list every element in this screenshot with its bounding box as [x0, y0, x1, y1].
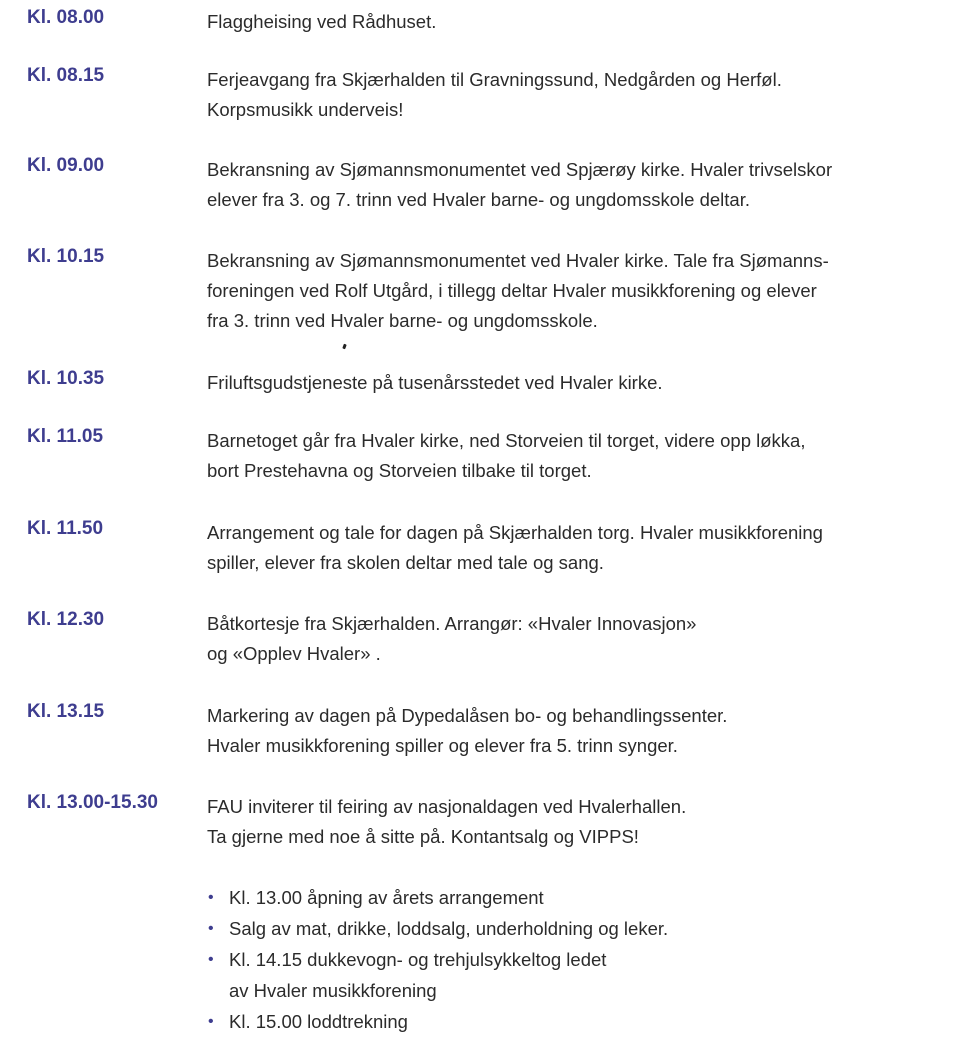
- description-line: fra 3. trinn ved Hvaler barne- og ungdomsskole.: [207, 310, 598, 331]
- bullet-item: [207, 1006, 668, 1037]
- bullet-item: [207, 913, 668, 944]
- schedule-time: Kl. 10.15: [27, 246, 105, 267]
- schedule-description: [207, 426, 932, 486]
- description-line: Friluftsgudstjeneste på tusenårsstedet ved Hvaler kirke.: [207, 372, 663, 393]
- description-line: Markering av dagen på Dypedalåsen bo- og behandlingssenter.: [207, 705, 728, 726]
- schedule-time: Kl. 12.30: [27, 609, 105, 630]
- description-line: Bekransning av Sjømannsmonumentet ved Spjærøy kirke. Hvaler trivselskor: [207, 159, 833, 180]
- schedule-description: [207, 246, 932, 336]
- description-line: spiller, elever fra skolen deltar med tale og sang.: [207, 552, 604, 573]
- bullet-line: av Hvaler musikkforening: [229, 980, 437, 1001]
- schedule-description: [207, 518, 932, 578]
- description-line: Korpsmusikk underveis!: [207, 99, 404, 120]
- schedule-time: Kl. 08.00: [27, 7, 105, 28]
- schedule-time: Kl. 13.00-15.30: [27, 792, 158, 813]
- schedule-description: [207, 609, 932, 669]
- description-line: elever fra 3. og 7. trinn ved Hvaler barne- og ungdomsskole deltar.: [207, 189, 750, 210]
- bullet-item: [207, 882, 668, 913]
- description-line: Hvaler musikkforening spiller og elever fra 5. trinn synger.: [207, 735, 678, 756]
- description-line: og «Opplev Hvaler» .: [207, 643, 381, 664]
- bullet-dot-icon: •: [208, 920, 214, 937]
- bullet-line: Kl. 14.15 dukkevogn- og trehjulsykkeltog ledet: [229, 949, 607, 970]
- print-speck: [342, 344, 347, 350]
- description-line: FAU inviterer til feiring av nasjonaldagen ved Hvalerhallen.: [207, 796, 687, 817]
- bullet-line: Kl. 13.00 åpning av årets arrangement: [229, 887, 544, 908]
- schedule-description: [207, 155, 932, 215]
- description-line: Båtkortesje fra Skjærhalden. Arrangør: «Hvaler Innovasjon»: [207, 613, 697, 634]
- schedule-description: [207, 792, 932, 852]
- description-line: Bekransning av Sjømannsmonumentet ved Hvaler kirke. Tale fra Sjømanns-: [207, 250, 829, 271]
- bullet-line: Kl. 15.00 loddtrekning: [229, 1011, 408, 1032]
- activity-bullet-list: [207, 882, 668, 1037]
- schedule-time: Kl. 11.50: [27, 518, 104, 539]
- bullet-item: [207, 944, 668, 1006]
- description-line: Ta gjerne med noe å sitte på. Kontantsalg og VIPPS!: [207, 826, 639, 847]
- bullet-dot-icon: •: [208, 889, 214, 906]
- bullet-line: Salg av mat, drikke, loddsalg, underholdning og leker.: [229, 918, 669, 939]
- schedule-description: [207, 7, 932, 37]
- schedule-time: Kl. 08.15: [27, 65, 105, 86]
- bullet-dot-icon: •: [208, 1013, 214, 1030]
- schedule-description: [207, 65, 932, 125]
- description-line: Arrangement og tale for dagen på Skjærhalden torg. Hvaler musikkforening: [207, 522, 823, 543]
- bullet-dot-icon: •: [208, 951, 214, 968]
- description-line: bort Prestehavna og Storveien tilbake til torget.: [207, 460, 592, 481]
- schedule-description: [207, 701, 932, 761]
- description-line: Barnetoget går fra Hvaler kirke, ned Storveien til torget, videre opp løkka,: [207, 430, 806, 451]
- schedule-time: Kl. 13.15: [27, 701, 105, 722]
- description-line: Ferjeavgang fra Skjærhalden til Gravningssund, Nedgården og Herføl.: [207, 69, 782, 90]
- schedule-time: Kl. 09.00: [27, 155, 105, 176]
- schedule-time: Kl. 11.05: [27, 426, 104, 447]
- schedule-description: [207, 368, 932, 398]
- schedule-time: Kl. 10.35: [27, 368, 105, 389]
- description-line: Flaggheising ved Rådhuset.: [207, 11, 437, 32]
- description-line: foreningen ved Rolf Utgård, i tillegg deltar Hvaler musikkforening og elever: [207, 280, 817, 301]
